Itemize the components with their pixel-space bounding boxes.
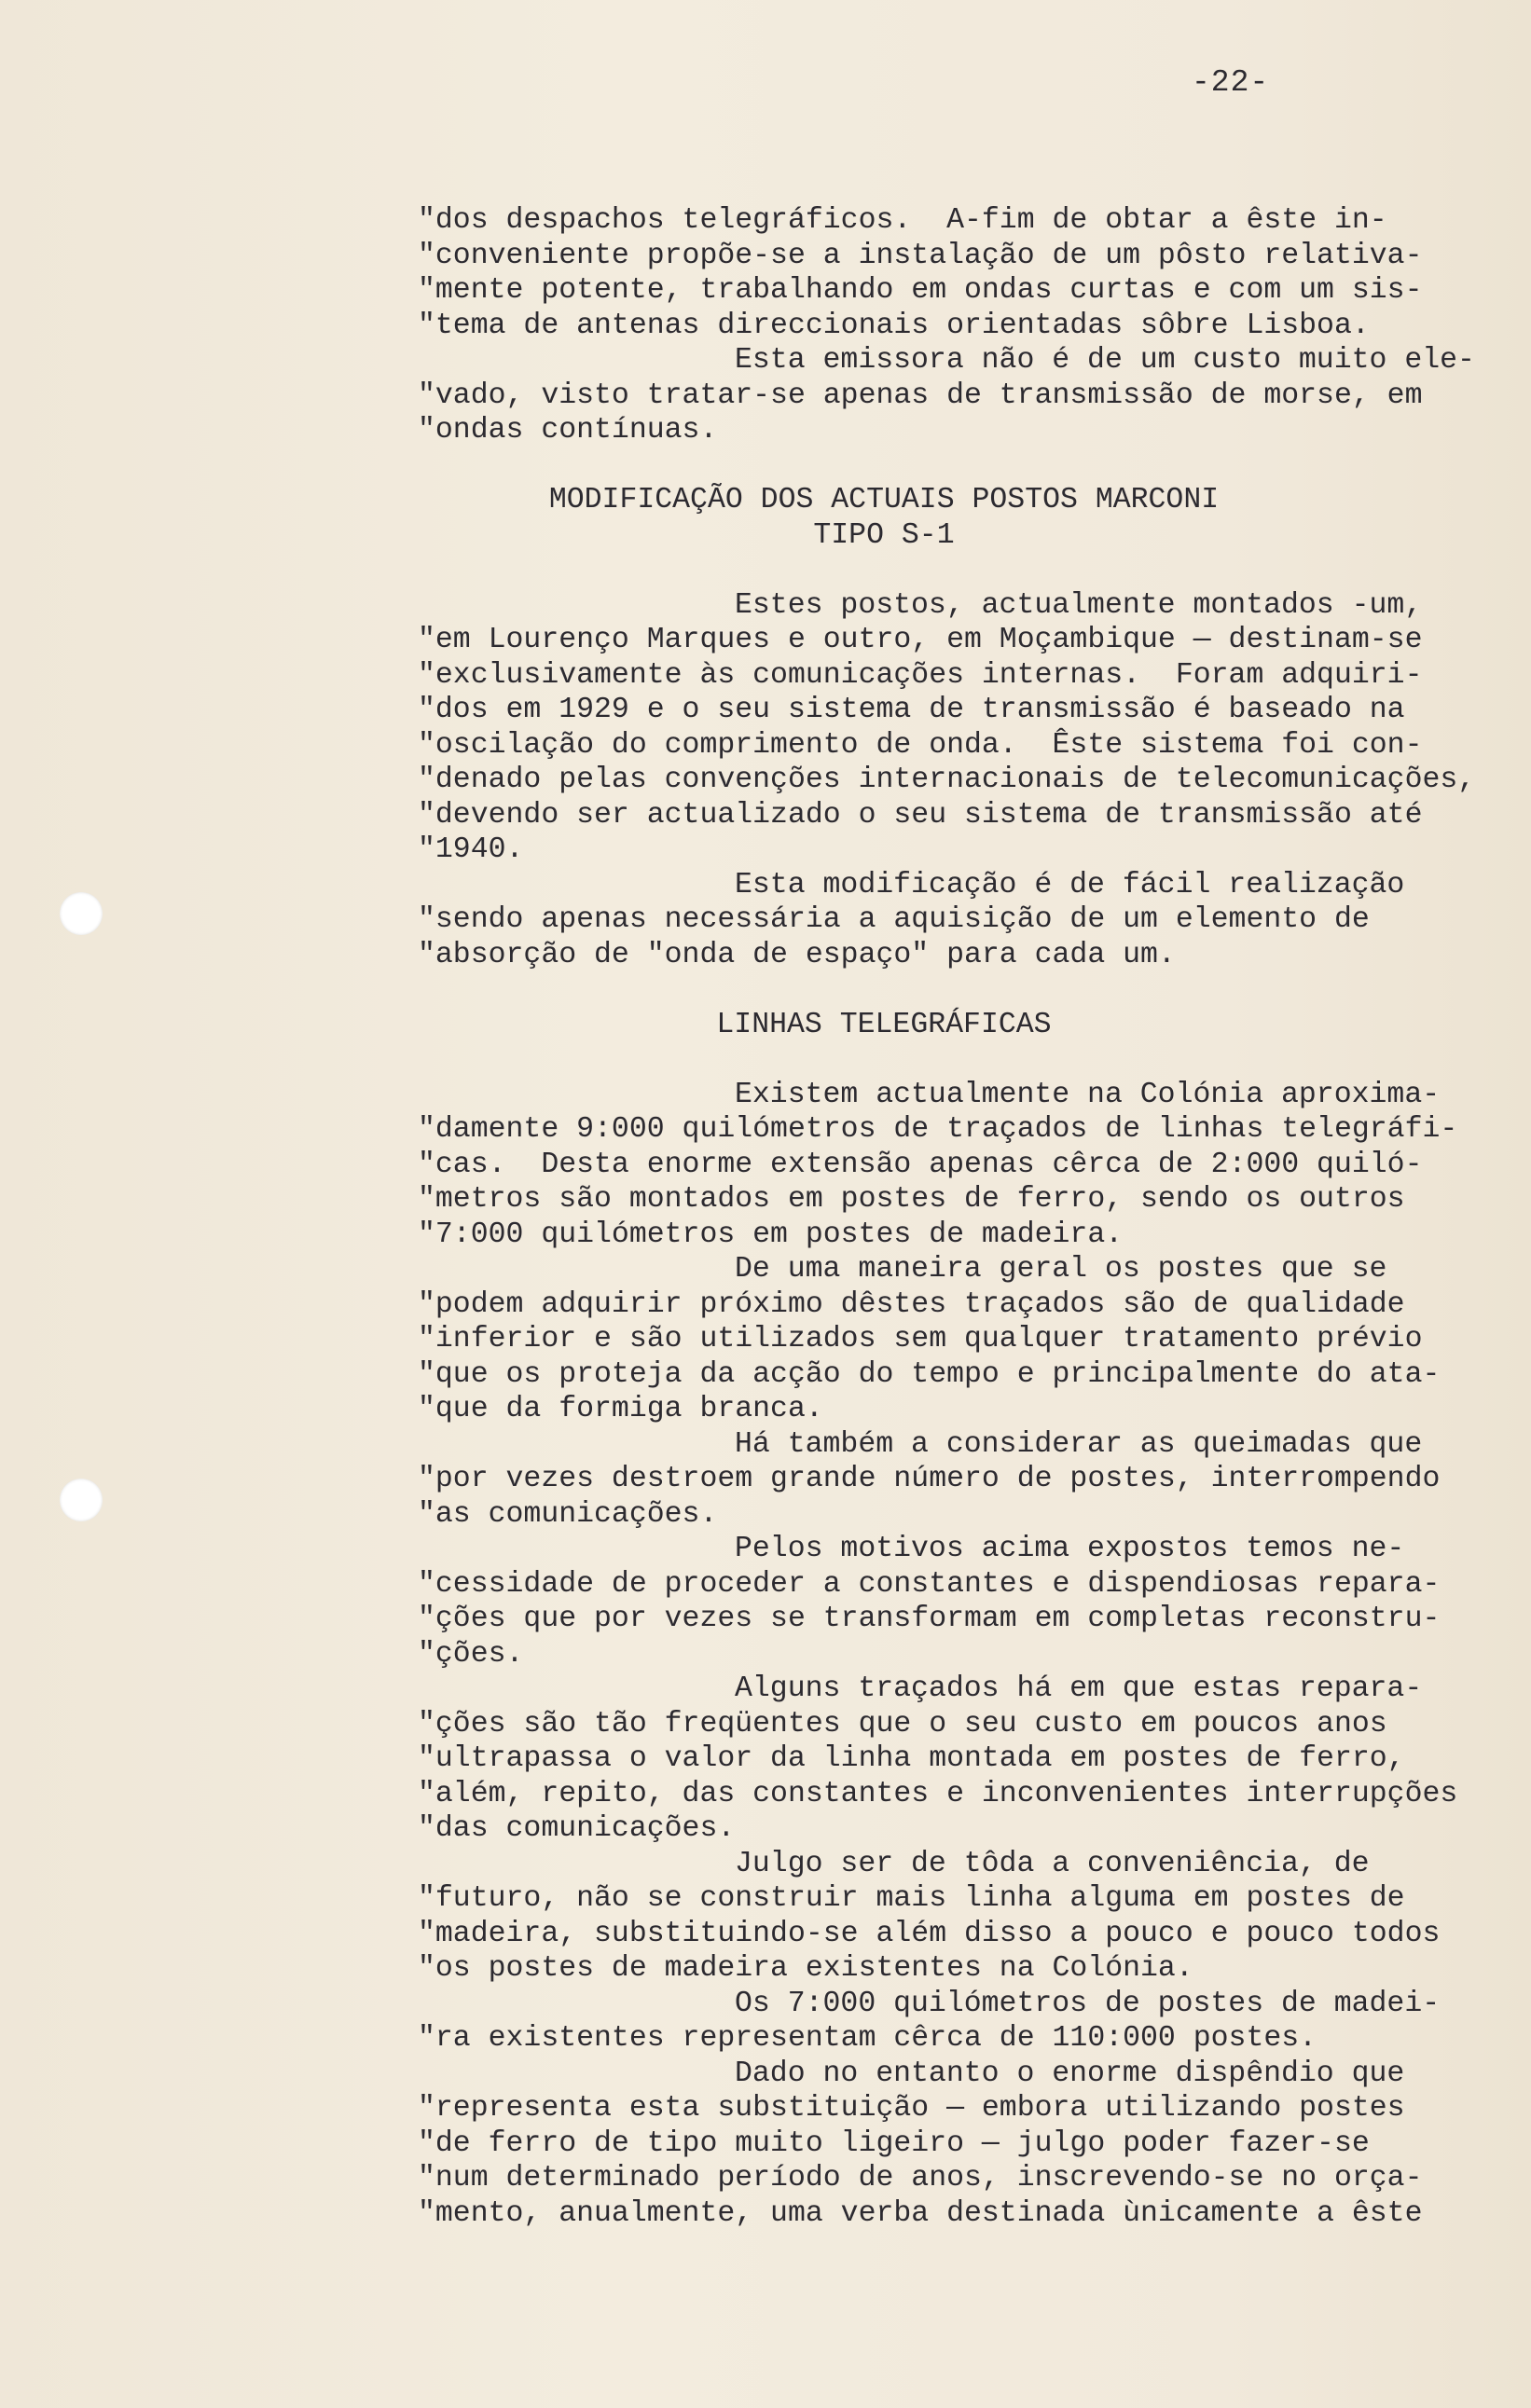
text-line: "por vezes destroem grande número de postes, interrompendo (418, 1463, 1441, 1495)
text-line: "mente potente, trabalhando em ondas curtas e com um sis- (418, 274, 1423, 307)
typed-text-body (418, 203, 1527, 2231)
section-heading: LINHAS TELEGRÁFICAS (716, 1008, 1052, 1041)
text-line: Esta emissora não é de um custo muito ele- (735, 344, 1475, 377)
text-line: Existem actualmente na Colónia aproxima- (735, 1078, 1441, 1111)
text-line: "absorção de "onda de espaço" para cada um. (418, 938, 1176, 971)
text-line: De uma maneira geral os postes que se (735, 1253, 1387, 1286)
text-line: "metros são montados em postes de ferro, sendo os outros (418, 1183, 1405, 1216)
text-line: "as comunicações. (418, 1497, 718, 1531)
text-line: "denado pelas convenções internacionais de telecomunicações, (418, 764, 1476, 796)
text-line: "ções são tão freqüentes que o seu custo em poucos anos (418, 1707, 1387, 1741)
text-line: "vado, visto tratar-se apenas de transmissão de morse, em (418, 378, 1423, 412)
text-line: "7:000 quilómetros em postes de madeira. (418, 1218, 1124, 1251)
text-line: "que os proteja da acção do tempo e principalmente do ata- (418, 1357, 1441, 1391)
text-line: "os postes de madeira existentes na Colónia. (418, 1952, 1193, 1985)
text-line: "oscilação do comprimento de onda. Êste sistema foi con- (418, 728, 1423, 762)
text-line: "damente 9:000 quilómetros de traçados de linhas telegráfi- (418, 1113, 1458, 1146)
text-line: Há também a considerar as queimadas que (735, 1427, 1423, 1461)
spacer (418, 448, 1527, 484)
text-line: "em Lourenço Marques e outro, em Moçambique — destinam-se (418, 624, 1423, 656)
text-line: "num determinado período de anos, inscrevendo-se no orça- (418, 2162, 1423, 2195)
section-heading: MODIFICAÇÃO DOS ACTUAIS POSTOS MARCONI (548, 484, 1220, 516)
spacer (418, 972, 1527, 1008)
text-line: "exclusivamente às comunicações internas. Foram adquiri- (418, 658, 1423, 692)
text-line: Alguns traçados há em que estas repara- (735, 1672, 1423, 1705)
text-line: Estes postos, actualmente montados -um, (735, 588, 1423, 622)
text-line: "ondas contínuas. (418, 414, 718, 447)
spacer (418, 1042, 1527, 1078)
text-line: "representa esta substituição — embora utilizando postes (418, 2092, 1405, 2125)
text-line: "1940. (418, 833, 524, 866)
text-line: "podem adquirir próximo dêstes traçados são de qualidade (418, 1287, 1405, 1321)
text-line: "dos despachos telegráficos. A-fim de obtar a êste in- (418, 204, 1387, 237)
text-line: Esta modificação é de fácil realização (735, 868, 1405, 901)
text-line: Julgo ser de tôda a conveniência, de (735, 1847, 1370, 1880)
text-line: Pelos motivos acima expostos temos ne- (735, 1533, 1405, 1565)
text-line: "tema de antenas direccionais orientadas sôbre Lisboa. (418, 309, 1370, 342)
text-line: "devendo ser actualizado o seu sistema de transmissão até (418, 798, 1423, 832)
text-line: "ções que por vezes se transformam em completas reconstru- (418, 1603, 1441, 1635)
text-line: "além, repito, das constantes e inconvenientes interrupções (418, 1777, 1458, 1810)
text-line: "conveniente propõe-se a instalação de um pôsto relativa- (418, 239, 1423, 272)
text-line: "de ferro de tipo muito ligeiro — julgo poder fazer-se (418, 2126, 1370, 2160)
text-line: "futuro, não se construir mais linha alguma em postes de (418, 1882, 1405, 1915)
punch-hole-bottom (60, 1479, 103, 1521)
text-line: "ra existentes representam cêrca de 110:000 postes. (418, 2022, 1317, 2055)
text-line: "cessidade de proceder a constantes e dispendiosas repara- (418, 1567, 1441, 1601)
text-line: "madeira, substituindo-se além disso a pouco e pouco todos (418, 1917, 1441, 1950)
text-line: "cas. Desta enorme extensão apenas cêrca de 2:000 quiló- (418, 1148, 1423, 1181)
text-line: "ultrapassa o valor da linha montada em postes de ferro, (418, 1742, 1405, 1775)
text-line: "mento, anualmente, uma verba destinada ùnicamente a êste (418, 2196, 1423, 2230)
text-line: "ções. (418, 1637, 524, 1671)
page-number: -22- (1192, 65, 1270, 100)
text-line: Os 7:000 quilómetros de postes de madei- (735, 1987, 1441, 2020)
punch-hole-top (60, 892, 103, 935)
text-line: "que da formiga branca. (418, 1393, 823, 1425)
text-line: "dos em 1929 e o seu sistema de transmissão é baseado na (418, 694, 1405, 726)
section-heading: TIPO S-1 (813, 518, 955, 552)
text-line: Dado no entanto o enorme dispêndio que (735, 2057, 1405, 2090)
text-line: "inferior e são utilizados sem qualquer tratamento prévio (418, 1323, 1423, 1355)
text-line: "das comunicações. (418, 1812, 736, 1845)
text-line: "sendo apenas necessária a aquisição de um elemento de (418, 903, 1370, 936)
spacer (418, 553, 1527, 588)
